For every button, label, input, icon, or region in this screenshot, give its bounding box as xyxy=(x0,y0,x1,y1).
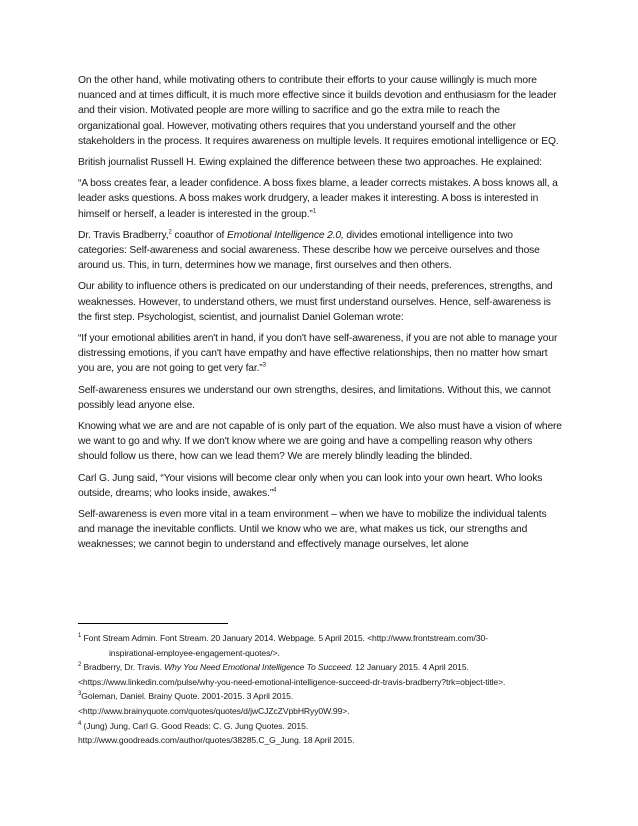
paragraph-9: Carl G. Jung said, “Your visions will become clear only when you can look into your own heart. Who looks outside, dreams; who looks inside, awakes.”$^4$ xyxy=(78,472,543,499)
paragraph-3-quote: “A boss creates fear, a leader confidence. A boss fixes blame, a leader corrects mistakes. A boss knows all, a leader asks questions. A boss makes work drudgery, a leader makes it interesting. A boss is interested in himself or herself, a leader is interested in the group.”$^1$ xyxy=(78,178,558,220)
footnote-ref-4: 4 xyxy=(273,487,277,494)
paragraph-1: On the other hand, while motivating others to contribute their efforts to your cause willingly is much more nuanced and at times difficult, it is much more effective since it builds devotion and enthusiasm for the leader and their vision. Motivated people are more willing to sacrifice and go the extra mile to reach the organizational goal. However, motivating others requires that you understand yourself and the other stakeholders in the process. It requires awareness on multiple levels. It requires emotional intelligence or EQ. xyxy=(78,75,559,147)
paragraph-5: Our ability to influence others is predicated on our understanding of their needs, preferences, strengths, and weaknesses. However, to understand others, we must first understand ourselves. Hence, self-awareness is the first step. Psychologist, scientist, and journalist Daniel Goleman wrote: xyxy=(78,281,553,323)
article-title: Why You Need Emotional Intelligence To Succeed. xyxy=(164,662,353,673)
paragraph-4: Dr. Travis Bradberry,$^2$ coauthor of Emotional Intelligence 2.0, divides emotional intelligence into two categories: Self-awareness and social awareness. These describe how we perceive ourselves and those around us. This, in turn, determines how we manage, first ourselves and then others. xyxy=(78,229,540,272)
footnote-4: $^4$ (Jung) Jung, Carl G. Good Reads: C. G. Jung Quotes. 2015. xyxy=(78,720,309,731)
footnote-2: $^2$ Bradberry, Dr. Travis. Why You Need Emotional Intelligence To Succeed. 12 January 2015. 4 April 2015. xyxy=(78,662,469,673)
footnote-3-url: <http://www.brainyquote.com/quotes/quotes/d/jwCJZcZVpbHRyy0W.99>. xyxy=(78,705,350,716)
footnote-3: $^3$Goleman, Daniel. Brainy Quote. 2001-2015. 3 April 2015. xyxy=(78,691,294,702)
footnote-ref-3: 3 xyxy=(262,363,266,370)
footnote-4-url: http://www.goodreads.com/author/quotes/38285.C_G_Jung. 18 April 2015. xyxy=(78,735,355,746)
footnote-separator xyxy=(78,623,228,624)
footnote-ref-1: 1 xyxy=(312,208,316,215)
paragraph-8: Knowing what we are and are not capable of is only part of the equation. We also must have a vision of where we want to go and why. If we don't know where we are going and have a compelling reason why others should follow us there, how can we lead them? We are merely blindly leading the blinded. xyxy=(78,421,562,463)
footnote-1: $^1$ Font Stream Admin. Font Stream. 20 January 2014. Webpage. 5 April 2015. <http://www.frontstream.com/30- xyxy=(78,633,488,643)
body-text xyxy=(78,73,564,559)
paragraph-2: British journalist Russell H. Ewing explained the difference between these two approaches. He explained: xyxy=(78,157,542,169)
paragraph-6-quote: “If your emotional abilities aren't in hand, if you don't have self-awareness, if you are not able to manage your distressing emotions, if you can't have empathy and have effective relationships, then no matter how smart you are, you are not going to get very far.”$^3$ xyxy=(78,333,558,375)
footnote-2-url: <https://www.linkedin.com/pulse/why-you-need-emotional-intelligence-succeed-dr-travis-bradberry?trk=object-title>. xyxy=(78,676,506,687)
book-title: Emotional Intelligence 2.0, xyxy=(226,229,344,241)
footnote-ref-2: 2 xyxy=(168,229,172,236)
paragraph-10: Self-awareness is even more vital in a team environment – when we have to mobilize the individual talents and manage the inevitable conflicts. Until we know who we are, what makes us tick, our strengths and weaknesses; we cannot begin to understand and effectively manage ourselves, let alone xyxy=(78,509,547,551)
footnote-1-continued: inspirational-employee-engagement-quotes/>. xyxy=(109,647,280,658)
footnotes xyxy=(78,631,564,748)
paragraph-7: Self-awareness ensures we understand our own strengths, desires, and limitations. Without this, we cannot possibly lead anyone else. xyxy=(78,384,551,411)
